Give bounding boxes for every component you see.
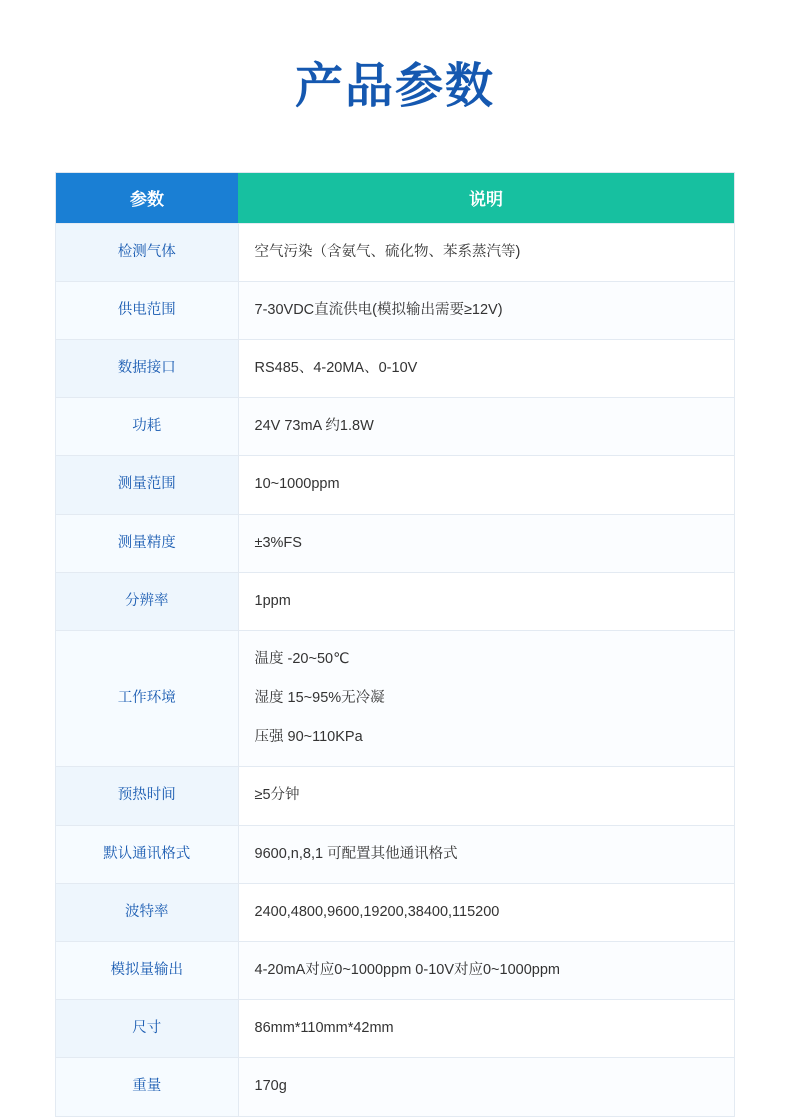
- table-cell-desc-line: 86mm*110mm*42mm: [254, 1020, 394, 1037]
- table-cell-param: 默认通讯格式: [56, 825, 239, 883]
- table-cell-desc: [238, 767, 735, 825]
- table-cell-desc: [238, 514, 735, 572]
- table-cell-param: 数据接口: [56, 339, 239, 397]
- table-cell-desc: [238, 825, 735, 883]
- table-cell-desc-line: 2400,4800,9600,19200,38400,115200: [254, 903, 500, 920]
- table-cell-desc: [238, 223, 735, 281]
- table-row: [56, 825, 735, 883]
- spec-table-head: [56, 172, 735, 223]
- table-cell-param: 模拟量输出: [56, 942, 239, 1000]
- table-cell-desc-line: 9600,n,8,1 可配置其他通讯格式: [254, 845, 458, 862]
- table-cell-desc-line: 空气污染（含氨气、硫化物、苯系蒸汽等): [254, 243, 521, 260]
- table-cell-desc: [238, 281, 735, 339]
- table-row: [56, 1000, 735, 1058]
- table-row: [56, 1058, 735, 1116]
- table-cell-param: 波特率: [56, 883, 239, 941]
- table-cell-desc: [238, 339, 735, 397]
- table-cell-param: 工作环境: [56, 630, 239, 767]
- table-cell-desc-line: 1ppm: [254, 592, 291, 609]
- table-cell-desc: [238, 942, 735, 1000]
- table-row: [56, 456, 735, 514]
- table-row: [56, 398, 735, 456]
- table-cell-desc-line: 170g: [254, 1078, 287, 1095]
- spec-table-body: [56, 223, 735, 1116]
- table-cell-param: 分辨率: [56, 572, 239, 630]
- table-cell-param: 测量范围: [56, 456, 239, 514]
- table-cell-desc-line: 温度 -20~50℃: [254, 650, 350, 667]
- table-row: [56, 514, 735, 572]
- spec-table-container: [55, 172, 735, 1117]
- table-cell-param: 检测气体: [56, 223, 239, 281]
- table-row: [56, 281, 735, 339]
- table-row: [56, 572, 735, 630]
- table-cell-desc-line: RS485、4-20MA、0-10V: [254, 359, 418, 376]
- table-cell-desc: [238, 572, 735, 630]
- page-title: 产品参数: [294, 60, 495, 113]
- table-cell-desc-line: 7-30VDC直流供电(模拟输出需要≥12V): [254, 301, 503, 318]
- table-cell-desc-line: 10~1000ppm: [254, 476, 340, 493]
- table-cell-desc-line: 24V 73mA 约1.8W: [254, 418, 374, 435]
- table-cell-desc-line: ±3%FS: [254, 534, 302, 551]
- table-cell-param: 尺寸: [56, 1000, 239, 1058]
- table-row: [56, 630, 735, 767]
- table-cell-desc: [238, 456, 735, 514]
- table-cell-desc-line: 4-20mA对应0~1000ppm 0-10V对应0~1000ppm: [254, 962, 560, 979]
- table-row: [56, 942, 735, 1000]
- column-header-param: 参数: [56, 172, 239, 223]
- table-row: [56, 883, 735, 941]
- table-cell-desc-line: 压强 90~110KPa: [254, 729, 363, 746]
- table-cell-desc: [238, 883, 735, 941]
- table-cell-param: 功耗: [56, 398, 239, 456]
- table-cell-desc: [238, 630, 735, 767]
- table-cell-desc: [238, 1058, 735, 1116]
- table-cell-param: 测量精度: [56, 514, 239, 572]
- table-row: [56, 339, 735, 397]
- table-cell-param: 重量: [56, 1058, 239, 1116]
- column-header-desc: 说明: [238, 172, 735, 223]
- spec-table: [55, 172, 735, 1117]
- table-header-row: [56, 172, 735, 223]
- table-cell-desc-line: ≥5分钟: [254, 787, 300, 804]
- table-row: [56, 767, 735, 825]
- table-cell-param: 供电范围: [56, 281, 239, 339]
- table-cell-desc: [238, 398, 735, 456]
- table-cell-param: 预热时间: [56, 767, 239, 825]
- table-cell-desc: [238, 1000, 735, 1058]
- table-row: [56, 223, 735, 281]
- table-cell-desc-line: 湿度 15~95%无冷凝: [254, 690, 385, 707]
